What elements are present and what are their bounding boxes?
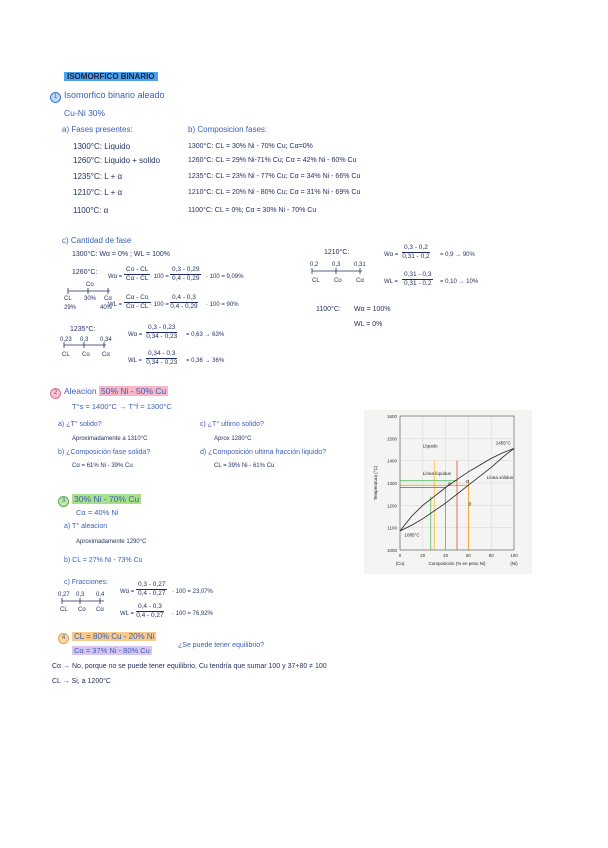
fraction-result: = 0,63 → 63% (186, 332, 225, 338)
fraction: $\frac{0,31 - 0,3}{0,31 - 0,2}$ (404, 271, 432, 287)
section2-title: 2 Aleacion 50% Ni - 50% Cu (50, 386, 168, 399)
x-tick-label: 20 (420, 553, 426, 558)
w-l-label: WL = (120, 611, 134, 617)
fraction-result: = 0,36 → 36% (186, 358, 225, 364)
lever-label: 0,31 (354, 262, 366, 268)
x-tick-label: 60 (465, 553, 471, 558)
y-tick-label: 1100 (387, 525, 397, 531)
y-tick-label: 1500 (386, 436, 397, 442)
lever-label: Co (86, 282, 94, 288)
lever-label: 0,3 (80, 337, 89, 343)
phase-diagram-chart (364, 410, 532, 574)
section4-question: ¿Se puede tener equilibrio? (178, 642, 265, 649)
y-tick-label: 1400 (386, 458, 397, 464)
lever-label: Cα (102, 352, 110, 358)
q-a: a) ¿T° solido? (58, 421, 102, 428)
number-badge-4-icon: 4 (58, 633, 69, 644)
fraction-result: · 100 = 23,07% (172, 589, 213, 595)
w-l-label: WL = (128, 358, 142, 364)
fraction-result: · 100 = 90% (206, 302, 239, 308)
cantidad-1100-label: 1100°C: (316, 306, 341, 313)
lever-label: 29% (64, 305, 77, 311)
number-badge-3-icon: 3 (58, 496, 69, 507)
section3-calpha: Cα = 40% Ni (76, 508, 119, 517)
y-tick-label: 1000 (386, 548, 397, 553)
lever-label: 0,3 (76, 592, 85, 598)
section4-answer1: Cα → No, porque no se puede tener equilibrio, Cu tendría que sumar 100 y 37+80 ≠ 100 (52, 663, 327, 670)
lever-label: CL (312, 278, 320, 284)
x-tick-label: 40 (443, 553, 449, 558)
fraction-mid: · 100 = (150, 274, 169, 280)
fraction-result: · 100 = 9,09% (206, 274, 244, 280)
fraction: $\frac{0,3 - 0,23}{0,34 - 0,23}$ (146, 324, 178, 340)
q-d: d) ¿Composición ultima fracción liquido? (200, 449, 327, 456)
w-alpha-label: Wα = (384, 252, 399, 258)
composicion-item: 1260°C: CL = 29% Ni-71% Cu; Cα = 42% Ni - 60% Cu (188, 157, 357, 164)
composicion-item: 1235°C: CL = 23% Ni - 77% Cu; Cα = 34% Ni - 66% Cu (188, 173, 361, 180)
section1-alloy: Cu-Ni 30% (64, 108, 106, 118)
number-badge-1-icon: 1 (50, 92, 61, 103)
section1-title: 1 Isomorfico binario aleado (50, 90, 165, 103)
x-axis-label: Composición (% en peso Ni) (428, 561, 486, 566)
lever-label: Co (82, 352, 90, 358)
melting-point-label: 1085°C (404, 532, 420, 538)
w-l-label: WL = (384, 279, 398, 285)
y-tick-label: 1200 (386, 503, 397, 509)
fraction-result: = 0,9 → 90% (440, 252, 475, 258)
fraction: $\frac{0,4 - 0,3}{0,4 - 0,27}$ (136, 603, 164, 619)
lever-label: 0,27 (58, 592, 70, 598)
fraction: $\frac{0,3 - 0,2}{0,31 - 0,2}$ (402, 244, 430, 260)
composicion-item: 1100°C: CL = 0%; Cα = 30% Ni - 70% Cu (188, 207, 317, 214)
number-badge-2-icon: 2 (50, 388, 61, 399)
section4-line2: Cα = 37% Ni - 80% Cu (74, 646, 150, 655)
q-c: c) ¿T° ultimo solido? (200, 421, 264, 428)
melting-point-label: 1455°C (495, 440, 511, 446)
lever-label: 0,34 (100, 337, 112, 343)
alpha-label: α (468, 501, 472, 508)
q-b-answer: Cα = 61% Ni - 39% Cu (72, 463, 133, 469)
q-c-answer: Aprox 1280°C (214, 436, 252, 442)
x-tick-label: 0 (398, 553, 402, 558)
alpha-label: α (447, 481, 451, 488)
liquidus-label: Línea líquidus (422, 471, 451, 477)
fases-title: a) Fases presentes: (62, 125, 133, 134)
fraction: $\frac{C\alpha - Co}{C\alpha - CL}$ (126, 294, 149, 310)
lever-label: CL (62, 352, 70, 358)
w-alpha-label: Wα = (108, 274, 123, 280)
lever-label: 0,2 (310, 262, 319, 268)
lever-label: 40% (100, 305, 113, 311)
fase-item: 1300°C: Liquido (73, 142, 131, 151)
composicion-item: 1300°C: CL = 30% Ni - 70% Cu; Cα=0% (188, 143, 313, 150)
fraction: $\frac{Co - CL}{C\alpha - CL}$ (125, 266, 149, 282)
w-alpha-label: Wα = (128, 332, 143, 338)
fraction-result: = 0,10 → 10% (440, 279, 479, 285)
lever-label: Co (78, 607, 86, 613)
lever-label: 0,3 (332, 262, 341, 268)
lever-label: Co (334, 278, 342, 284)
section4-line1: 4 CL = 80% Cu - 20% Ni (58, 632, 156, 644)
section3-title: 3 30% Ni - 70% Cu (58, 494, 141, 507)
cantidad-1300: 1300°C: Wα = 0% ; WL = 100% (72, 251, 171, 258)
cantidad-1260-label: 1260°C: (72, 269, 98, 276)
x-tick-label: 100 (510, 553, 518, 558)
lever-label: 0,4 (96, 592, 105, 598)
fase-item: 1260°C: Liquido + solido (73, 156, 161, 165)
fraction-mid: · 100 = (150, 302, 169, 308)
section3-a: a) T° aleacion (64, 523, 108, 530)
page-title: ISOMORFICO BINARIO (64, 72, 158, 82)
lever-label: Cα (96, 607, 104, 613)
fase-item: 1235°C: L + α (73, 172, 123, 181)
w-alpha-label: Wα = (120, 589, 135, 595)
fraction: $\frac{0,3 - 0,27}{0,4 - 0,27}$ (138, 581, 166, 597)
q-d-answer: CL = 39% Ni - 61% Cu (214, 463, 275, 469)
cantidad-1100-wl: WL = 0% (354, 321, 383, 328)
solidus-label: Línea sólidus (486, 474, 514, 480)
fraction: $\frac{0,4 - 0,3}{0,4 - 0,29}$ (170, 294, 198, 310)
cantidad-title: c) Cantidad de fase (62, 236, 132, 245)
section4-answer2: CL → Si, a 1200°C (52, 678, 111, 685)
y-tick-label: 1300 (386, 481, 397, 486)
q-b: b) ¿Composición fase solida? (58, 449, 151, 456)
fase-item: 1100°C: α (73, 206, 109, 215)
section2-temps: T°s = 1400°C → T°f = 1300°C (72, 402, 172, 411)
section3-a-answer: Aproximadamente 1290°C (76, 539, 147, 545)
lever-label: Cα (104, 296, 112, 302)
q-a-answer: Aproximadamente a 1310°C (72, 436, 148, 442)
fraction: $\frac{0,3 - 0,29}{0,4 - 0,29}$ (172, 266, 200, 282)
composicion-item: 1210°C: CL = 20% Ni - 80% Cu; Cα = 31% Ni - 69% Cu (188, 189, 361, 196)
cantidad-1100-wa: Wα = 100% (354, 306, 391, 313)
lever-label: CL (64, 296, 72, 302)
y-tick-label: 1600 (386, 414, 397, 419)
fraction: $\frac{0,34 - 0,3}{0,34 - 0,23}$ (146, 350, 178, 366)
lever-label: Cα (356, 278, 364, 284)
w-l-label: WL = (108, 302, 122, 308)
lever-label: CL (60, 607, 68, 613)
section3-c: c) Fracciones: (64, 579, 108, 586)
y-axis-label: Temperatura (°C) (373, 465, 378, 501)
cantidad-1235-label: 1235°C: (70, 326, 96, 333)
fase-item: 1210°C: L + α (73, 188, 123, 197)
fraction-result: · 100 = 76,92% (172, 611, 213, 617)
lever-label: 30% (84, 296, 97, 302)
region-label: Líquido (422, 443, 438, 449)
composicion-title: b) Composicion fases: (188, 125, 268, 134)
x-end-label: (Ni) (510, 561, 518, 566)
x-tick-label: 80 (488, 553, 494, 558)
lever-label: 0,23 (60, 337, 72, 343)
section3-b: b) CL = 27% Ni - 73% Cu (64, 557, 143, 564)
cantidad-1210-label: 1210°C: (324, 249, 350, 256)
x-end-label: (Cu) (395, 561, 405, 566)
alpha-label: α (466, 479, 470, 485)
